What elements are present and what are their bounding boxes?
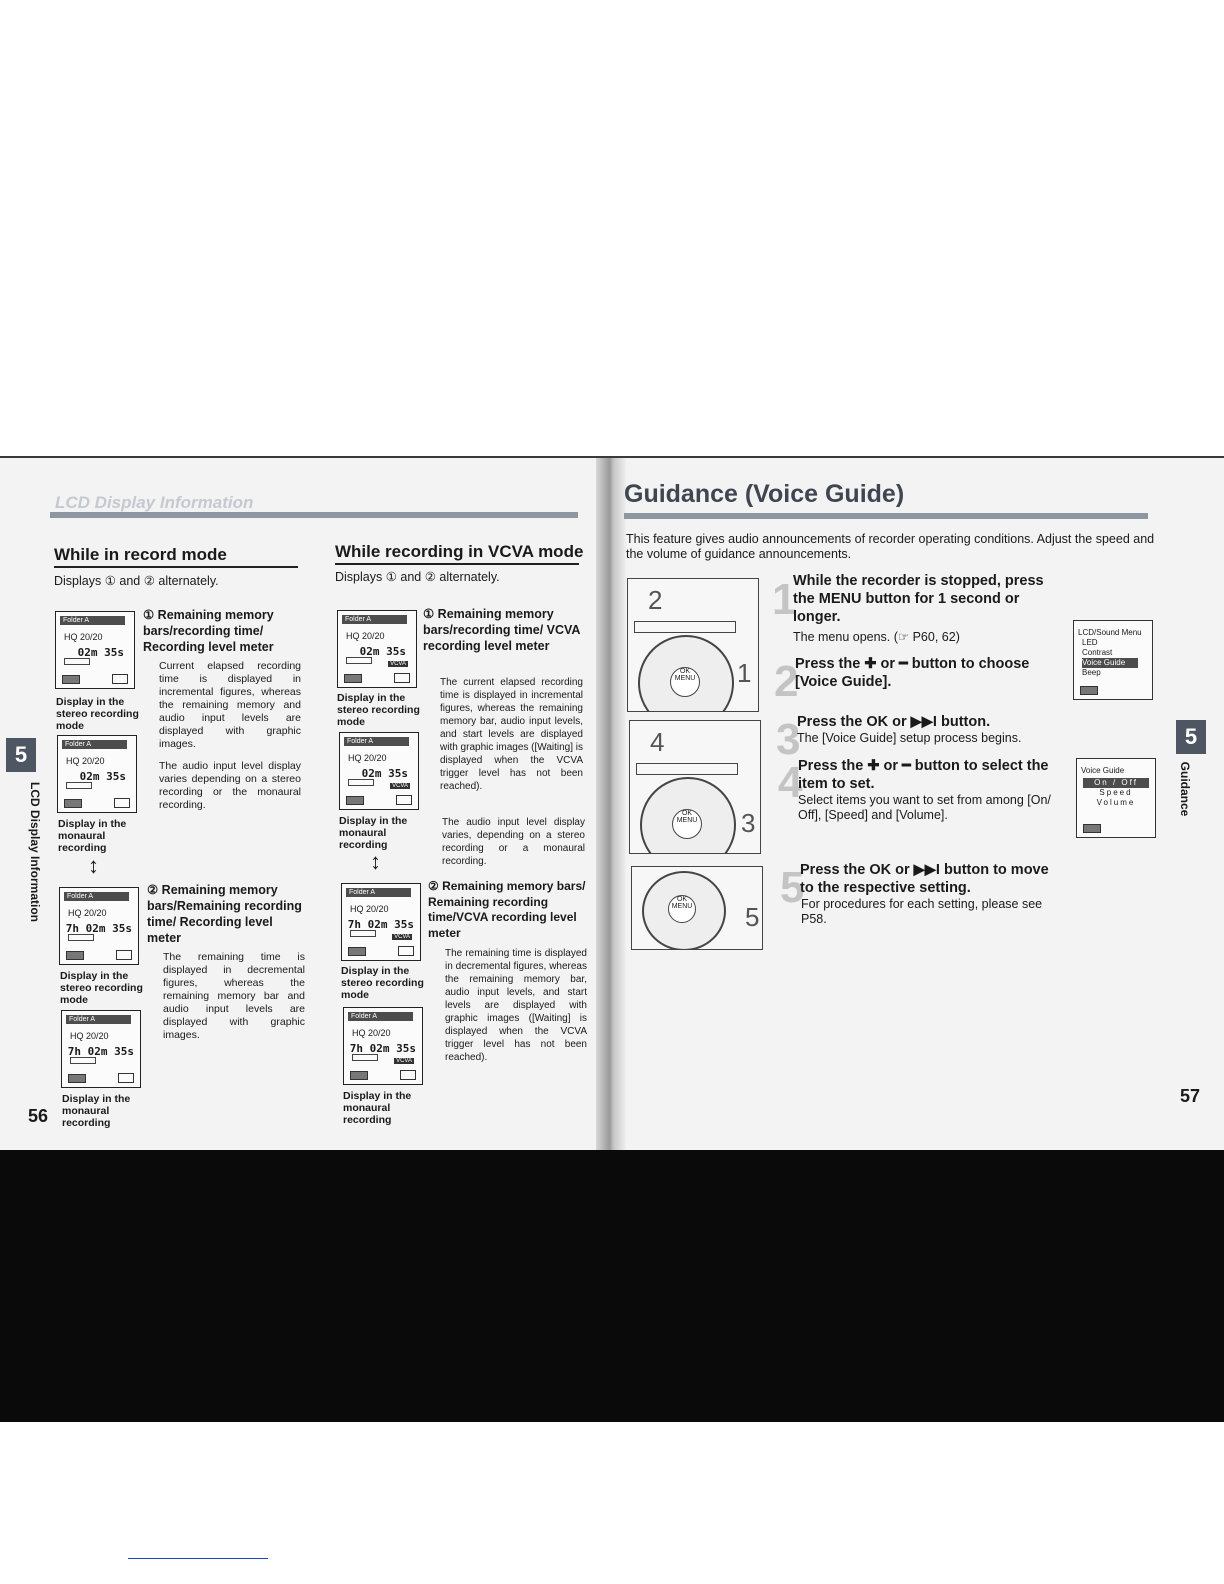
bottom-link-line bbox=[128, 1558, 268, 1559]
col2-item1-body1: The current elapsed recording time is displayed in incremental figures, whereas the remaining memory bar, audio input levels, and start levels are displayed with graphic images ([Waiting] is displayed when the VCVA trigger level has not been reached). bbox=[440, 677, 584, 792]
step-3-body: The [Voice Guide] setup process begins. bbox=[797, 731, 1022, 745]
lcd-time: 7h 02m 35s bbox=[67, 1045, 134, 1058]
lcd-level-meter bbox=[350, 930, 376, 937]
lcd-time: 02m 35s bbox=[79, 770, 126, 783]
sd-card-icon bbox=[400, 1070, 416, 1080]
dark-background bbox=[0, 1150, 1224, 1422]
sd-card-icon bbox=[396, 795, 412, 805]
lcd-folder-label: Folder A bbox=[62, 740, 127, 749]
vcva-badge: VCVA bbox=[392, 783, 408, 789]
col2-item1-heading: ① Remaining memory bars/recording time/ VCVA recording level meter bbox=[423, 607, 580, 653]
right-chapter-tab: 5 bbox=[1176, 720, 1206, 754]
col1-caption-mono-1: Display in the monaural recording bbox=[58, 818, 127, 854]
step-number-1: 1 bbox=[772, 575, 797, 624]
sd-card-icon bbox=[118, 1073, 134, 1083]
col1-title-underline bbox=[54, 566, 298, 568]
step-4-heading: Press the ✚ or ━ button to select the item to set. bbox=[798, 758, 1049, 792]
device-illustration-1 bbox=[627, 578, 759, 712]
left-header-rule bbox=[50, 512, 578, 518]
lcd-mono-1 bbox=[57, 735, 137, 813]
step-number-4: 4 bbox=[778, 758, 803, 807]
col2-item2-heading: ② Remaining memory bars/ Remaining recording time/VCVA recording level meter bbox=[428, 879, 586, 940]
menu-item-volume: Volume bbox=[1096, 798, 1136, 807]
menu-item-led: LED bbox=[1082, 638, 1098, 647]
step-5-heading: Press the OK or ▶▶I button to move to the respective setting. bbox=[800, 862, 1049, 896]
battery-icon bbox=[66, 951, 84, 960]
right-page-number: 57 bbox=[1180, 1086, 1201, 1106]
step-number-2: 2 bbox=[774, 657, 799, 706]
device-label-3: 3 bbox=[741, 808, 756, 838]
device-illustration-3 bbox=[631, 866, 763, 950]
lcd-folder-label: Folder A bbox=[64, 892, 129, 901]
lcd-counter: HQ 20/20 bbox=[350, 904, 389, 914]
lcd-counter: HQ 20/20 bbox=[352, 1028, 391, 1038]
lcd-stereo-2 bbox=[59, 887, 139, 965]
right-side-label: Guidance bbox=[1178, 761, 1192, 817]
step-2-heading: Press the ✚ or ━ button to choose [Voice Guide]. bbox=[795, 656, 1030, 690]
col1-caption-mono-2: Display in the monaural recording bbox=[62, 1093, 131, 1129]
lcd-level-meter bbox=[64, 658, 90, 665]
right-intro: This feature gives audio announcements of recorder operating conditions. Adjust the speed and the volume of guidance announcements. bbox=[626, 532, 1155, 561]
battery-icon bbox=[344, 674, 362, 683]
lcd-time: 02m 35s bbox=[361, 767, 408, 780]
lcd-counter: HQ 20/20 bbox=[70, 1031, 109, 1041]
updown-arrow-icon: ↕ bbox=[88, 853, 99, 878]
lcd-level-meter bbox=[346, 657, 372, 664]
battery-icon bbox=[64, 799, 82, 808]
col1-caption-stereo-2: Display in the stereo recording mode bbox=[60, 970, 143, 1006]
vcva-badge: VCVA bbox=[394, 934, 410, 940]
lcd-level-meter bbox=[348, 779, 374, 786]
left-page-number: 56 bbox=[28, 1106, 49, 1126]
menu-item-speed: Speed bbox=[1099, 788, 1133, 797]
vcva-badge: VCVA bbox=[390, 661, 406, 667]
lcd-sound-menu-screen bbox=[1073, 620, 1153, 700]
sd-card-icon bbox=[116, 950, 132, 960]
ok-menu-button: OK MENU bbox=[668, 895, 696, 923]
device-buttons bbox=[636, 763, 738, 775]
battery-icon bbox=[346, 796, 364, 805]
left-chapter-tab: 5 bbox=[6, 738, 36, 772]
step-number-3: 3 bbox=[776, 715, 801, 764]
lcd-folder-label: Folder A bbox=[344, 737, 409, 746]
step-number-5: 5 bbox=[780, 863, 805, 912]
sd-card-icon bbox=[398, 946, 414, 956]
lcd-folder-label: Folder A bbox=[342, 615, 407, 624]
device-label-1: 1 bbox=[737, 658, 752, 688]
lcd-time: 7h 02m 35s bbox=[347, 918, 414, 931]
col2-caption-stereo-1: Display in the stereo recording mode bbox=[337, 692, 420, 728]
col2-caption-mono-2: Display in the monaural recording bbox=[343, 1090, 412, 1126]
menu-title: LCD/Sound Menu bbox=[1078, 628, 1142, 637]
lcd-folder-label: Folder A bbox=[66, 1015, 131, 1024]
right-page-title: Guidance (Voice Guide) bbox=[624, 480, 905, 508]
col2-caption-stereo-2: Display in the stereo recording mode bbox=[341, 965, 424, 1001]
col1-subtitle: Displays ① and ② alternately. bbox=[54, 574, 219, 588]
book-gutter bbox=[596, 458, 626, 1153]
lcd-level-meter bbox=[70, 1057, 96, 1064]
menu-item-voice-guide: Voice Guide bbox=[1082, 658, 1138, 668]
col2-title: While recording in VCVA mode bbox=[335, 542, 584, 561]
battery-icon bbox=[350, 1071, 368, 1080]
device-label-5: 5 bbox=[745, 902, 760, 932]
col1-item1-body1: Current elapsed recording time is displayed in incremental figures, whereas the remaining memory and audio input levels are displayed with graphic images. bbox=[159, 660, 301, 750]
lcd-folder-label: Folder A bbox=[60, 616, 125, 625]
step-1-body: The menu opens. (☞ P60, 62) bbox=[793, 630, 960, 644]
left-side-label: LCD Display Information bbox=[28, 782, 42, 923]
col1-item1-body2: The audio input level display varies depending on a stereo recording or the monaural recording. bbox=[159, 760, 301, 811]
lcd-counter: HQ 20/20 bbox=[66, 756, 105, 766]
lcd-counter: HQ 20/20 bbox=[68, 908, 107, 918]
device-label-4: 4 bbox=[650, 727, 665, 757]
step-1-heading: While the recorder is stopped, press the MENU button for 1 second or longer. bbox=[793, 573, 1044, 625]
menu-item-on-off: On / Off bbox=[1083, 778, 1149, 788]
vcva-badge: VCVA bbox=[396, 1058, 412, 1064]
device-buttons bbox=[634, 621, 736, 633]
lcd-level-meter bbox=[68, 934, 94, 941]
ok-menu-button: OK MENU bbox=[672, 809, 702, 839]
battery-icon bbox=[62, 675, 80, 684]
step-3-heading: Press the OK or ▶▶I button. bbox=[797, 714, 991, 730]
menu-title: Voice Guide bbox=[1081, 766, 1125, 775]
col2-item2-body: The remaining time is displayed in decremental figures, whereas the remaining memory bar, audio input levels, and start levels are displayed with graphic images ([Waiting] is displayed when the VCVA trigger level has not been reached). bbox=[445, 948, 587, 1063]
lcd-counter: HQ 20/20 bbox=[348, 753, 387, 763]
lcd-time: 02m 35s bbox=[77, 646, 124, 659]
col2-subtitle: Displays ① and ② alternately. bbox=[335, 570, 500, 584]
updown-arrow-icon: ↕ bbox=[370, 849, 381, 874]
right-title-rule bbox=[624, 513, 1148, 519]
lcd-time: 02m 35s bbox=[359, 645, 406, 658]
battery-icon bbox=[68, 1074, 86, 1083]
col2-item1-body2: The audio input level display varies, depending on a stereo recording or a monaural recording. bbox=[442, 817, 585, 867]
sd-card-icon bbox=[112, 674, 128, 684]
step-4-body: Select items you want to set from among [On/ Off], [Speed] and [Volume]. bbox=[798, 793, 1051, 822]
left-running-header: LCD Display Information bbox=[55, 493, 254, 512]
col2-title-underline bbox=[335, 563, 579, 565]
battery-icon bbox=[348, 947, 366, 956]
lcd-folder-label: Folder A bbox=[346, 888, 411, 897]
sd-card-icon bbox=[114, 798, 130, 808]
col1-caption-stereo-1: Display in the stereo recording mode bbox=[56, 696, 139, 732]
menu-item-contrast: Contrast bbox=[1082, 648, 1113, 657]
device-label-2: 2 bbox=[648, 585, 663, 615]
lcd-level-meter bbox=[66, 782, 92, 789]
step-5-body: For procedures for each setting, please see P58. bbox=[801, 897, 1043, 926]
col1-item2-body: The remaining time is displayed in decremental figures, whereas the remaining memory bar and audio input levels are displayed with graphic images. bbox=[163, 951, 305, 1041]
col2-caption-mono-1: Display in the monaural recording bbox=[339, 815, 408, 851]
lcd-stereo-1 bbox=[55, 611, 135, 689]
col1-title: While in record mode bbox=[54, 545, 227, 564]
battery-icon bbox=[1083, 824, 1101, 833]
lcd-time: 7h 02m 35s bbox=[65, 922, 132, 935]
lcd-time: 7h 02m 35s bbox=[349, 1042, 416, 1055]
lcd-counter: HQ 20/20 bbox=[346, 631, 385, 641]
col1-item2-heading: ② Remaining memory bars/Remaining recording time/ Recording level meter bbox=[147, 883, 302, 945]
lcd-mono-2 bbox=[61, 1010, 141, 1088]
col1-item1-heading: ① Remaining memory bars/recording time/ Recording level meter bbox=[143, 608, 274, 654]
lcd-folder-label: Folder A bbox=[348, 1012, 413, 1021]
lcd-vcva-stereo-2 bbox=[341, 883, 421, 961]
voice-guide-screen bbox=[1076, 758, 1156, 838]
battery-icon bbox=[1080, 686, 1098, 695]
lcd-vcva-mono-2 bbox=[343, 1007, 423, 1085]
lcd-counter: HQ 20/20 bbox=[64, 632, 103, 642]
ok-menu-button: OK MENU bbox=[670, 667, 700, 697]
lcd-vcva-stereo-1 bbox=[337, 610, 417, 688]
lcd-vcva-mono-1 bbox=[339, 732, 419, 810]
sd-card-icon bbox=[394, 673, 410, 683]
menu-item-beep: Beep bbox=[1082, 668, 1101, 677]
lcd-level-meter bbox=[352, 1054, 378, 1061]
